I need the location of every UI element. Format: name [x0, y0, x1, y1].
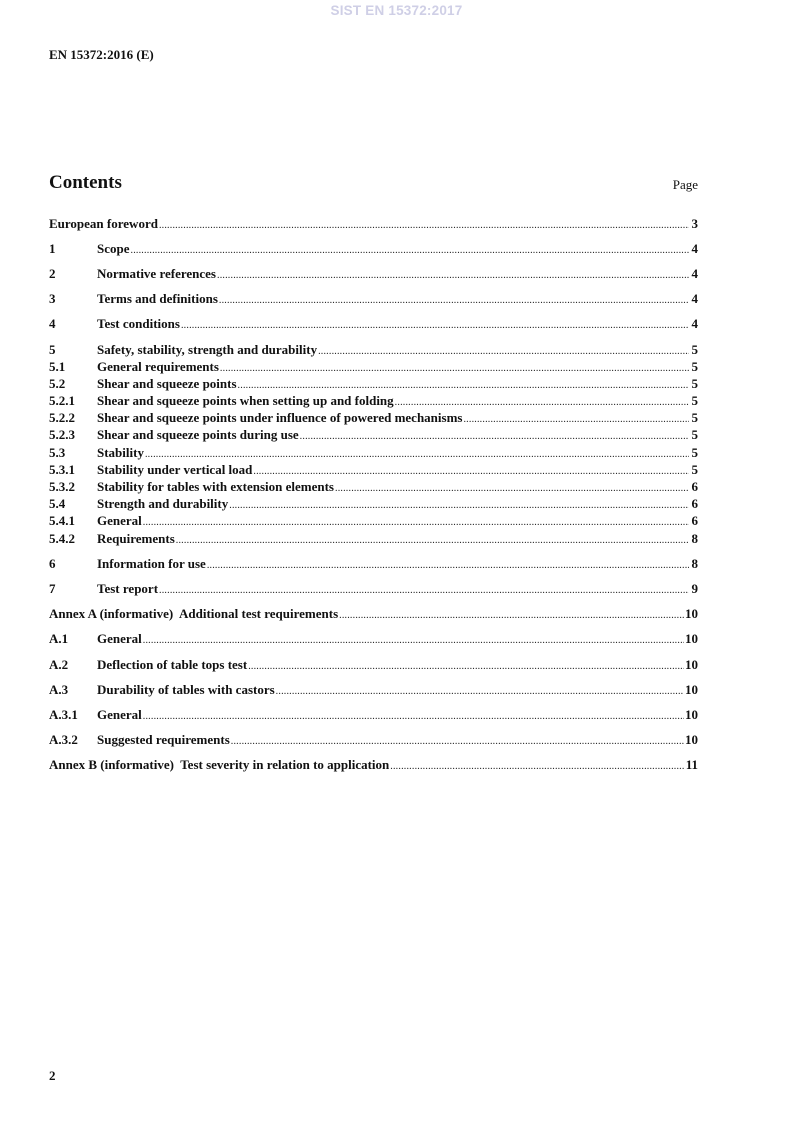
toc-entry[interactable]	[49, 531, 698, 547]
toc-entry-page: 5	[691, 393, 698, 408]
toc-entry[interactable]	[49, 427, 698, 443]
toc-entry-title: Safety, stability, strength and durability	[97, 342, 318, 357]
toc-entry-page: 9	[691, 581, 698, 596]
toc-entry-title: Shear and squeeze points during use	[97, 427, 299, 442]
toc-entry-number: 5.4	[49, 496, 66, 511]
toc-entry-number: 5.2.1	[49, 393, 75, 408]
toc-entry-page: 10	[685, 732, 698, 747]
toc-entry-page: 5	[691, 462, 698, 477]
toc-entry[interactable]	[49, 479, 698, 495]
toc-entry-title: Stability	[97, 445, 144, 460]
toc-entry[interactable]	[49, 216, 698, 232]
toc-entry-page: 10	[685, 682, 698, 697]
toc-dot-leader	[143, 633, 684, 649]
toc-entry-page: 6	[691, 496, 698, 511]
watermark: SIST EN 15372:2017	[330, 3, 463, 18]
toc-entry-title: Scope	[97, 241, 130, 256]
toc-dot-leader	[220, 361, 689, 377]
toc-dot-leader	[231, 734, 684, 750]
toc-dot-leader	[463, 412, 689, 428]
toc-entry-number: 1	[49, 241, 56, 256]
toc-entry-number: 6	[49, 556, 56, 571]
toc-dot-leader	[219, 293, 689, 309]
toc-entry[interactable]	[49, 732, 698, 748]
toc-entry[interactable]	[49, 359, 698, 375]
toc-entry-page: 4	[691, 266, 698, 281]
toc-entry[interactable]	[49, 342, 698, 358]
toc-entry-number: A.2	[49, 657, 69, 672]
toc-entry[interactable]	[49, 410, 698, 426]
toc-entry-title: Shear and squeeze points under influence of powered mechanisms	[97, 410, 463, 425]
toc-entry-page: 8	[691, 556, 698, 571]
toc-entry-page: 4	[691, 241, 698, 256]
toc-entry-number: 5.3.1	[49, 462, 75, 477]
toc-entry-title: Stability for tables with extension elements	[97, 479, 334, 494]
toc-dot-leader	[390, 759, 684, 775]
toc-dot-leader	[395, 395, 689, 411]
toc-entry[interactable]	[49, 316, 698, 332]
contents-heading: Contents	[49, 172, 122, 193]
toc-entry[interactable]	[49, 757, 698, 773]
toc-entry-page: 4	[691, 316, 698, 331]
toc-entry-title: General requirements	[97, 359, 219, 374]
toc-entry-page: 10	[685, 606, 698, 621]
toc-dot-leader	[248, 659, 684, 675]
toc-entry-title: General	[97, 631, 142, 646]
toc-entry-title: General	[97, 707, 142, 722]
toc-entry-number: A.3.1	[49, 707, 78, 722]
toc-entry[interactable]	[49, 606, 698, 622]
toc-entry[interactable]	[49, 393, 698, 409]
toc-entry[interactable]	[49, 556, 698, 572]
toc-entry-page: 5	[691, 342, 698, 357]
toc-entry-number: 5.4.1	[49, 513, 75, 528]
toc-entry[interactable]	[49, 707, 698, 723]
toc-entry[interactable]	[49, 291, 698, 307]
toc-entry-title: Stability under vertical load	[97, 462, 253, 477]
toc-entry-title: Test report	[97, 581, 159, 596]
toc-entry-number: 5.3	[49, 445, 66, 460]
toc-entry-number: 5.1	[49, 359, 66, 374]
toc-entry[interactable]	[49, 657, 698, 673]
toc-dot-leader	[300, 429, 689, 445]
toc-entry-page: 5	[691, 410, 698, 425]
toc-entry-title: Terms and definitions	[97, 291, 218, 306]
toc-dot-leader	[217, 268, 689, 284]
toc-entry-page: 6	[691, 513, 698, 528]
toc-entry[interactable]	[49, 513, 698, 529]
toc-entry-number: A.3	[49, 682, 69, 697]
toc-entry-title: Annex A (informative) Additional test requirements	[49, 606, 339, 621]
toc-dot-leader	[181, 318, 689, 334]
document-id: EN 15372:2016 (E)	[49, 47, 154, 62]
toc-entry-title: Annex B (informative) Test severity in relation to application	[49, 757, 390, 772]
toc-entry-number: 3	[49, 291, 56, 306]
toc-entry-title: Test conditions	[97, 316, 180, 331]
toc-dot-leader	[159, 218, 689, 234]
toc-dot-leader	[143, 709, 684, 725]
toc-entry-page: 10	[685, 707, 698, 722]
toc-entry-number: 5.2	[49, 376, 66, 391]
toc-entry[interactable]	[49, 496, 698, 512]
toc-entry-number: 4	[49, 316, 56, 331]
toc-dot-leader	[143, 515, 689, 531]
page-number: 2	[49, 1068, 56, 1083]
toc-entry-title: Deflection of table tops test	[97, 657, 248, 672]
toc-entry-page: 6	[691, 479, 698, 494]
toc-dot-leader	[335, 481, 689, 497]
toc-entry-page: 10	[685, 631, 698, 646]
toc-entry-title: Shear and squeeze points	[97, 376, 237, 391]
toc-entry-title: Suggested requirements	[97, 732, 230, 747]
toc-dot-leader	[176, 533, 689, 549]
toc-dot-leader	[276, 684, 684, 700]
toc-dot-leader	[318, 344, 689, 360]
toc-entry[interactable]	[49, 581, 698, 597]
toc-entry-page: 8	[691, 531, 698, 546]
toc-entry-number: 5	[49, 342, 56, 357]
toc-dot-leader	[229, 498, 689, 514]
toc-entry[interactable]	[49, 445, 698, 461]
toc-entry-page: 5	[691, 427, 698, 442]
toc-entry-number: A.1	[49, 631, 69, 646]
toc-entry-page: 5	[691, 445, 698, 460]
toc-entry[interactable]	[49, 462, 698, 478]
toc-entry-title: Information for use	[97, 556, 206, 571]
toc-entry-number: 5.4.2	[49, 531, 75, 546]
toc-entry[interactable]	[49, 631, 698, 647]
toc-entry-number: 7	[49, 581, 56, 596]
toc-entry[interactable]	[49, 682, 698, 698]
toc-entry-page: 5	[691, 359, 698, 374]
toc-entry-number: 5.2.2	[49, 410, 75, 425]
toc-entry-title: Normative references	[97, 266, 216, 281]
toc-dot-leader	[207, 558, 689, 574]
page-column-label: Page	[672, 177, 698, 192]
toc-entry-page: 4	[691, 291, 698, 306]
toc-entry-page: 11	[685, 757, 698, 772]
toc-entry-number: 5.3.2	[49, 479, 75, 494]
toc-entry-title: Durability of tables with castors	[97, 682, 275, 697]
toc-entry-title: Requirements	[97, 531, 175, 546]
toc-dot-leader	[238, 378, 689, 394]
toc-entry-title: Shear and squeeze points when setting up and folding	[97, 393, 394, 408]
toc-entry[interactable]	[49, 266, 698, 282]
toc-entry-page: 5	[691, 376, 698, 391]
toc-entry-number: A.3.2	[49, 732, 78, 747]
toc-dot-leader	[339, 608, 684, 624]
toc-entry-page: 3	[691, 216, 698, 231]
toc-entry-title: Strength and durability	[97, 496, 229, 511]
toc-entry-title: European foreword	[49, 216, 158, 231]
toc-dot-leader	[131, 243, 690, 259]
toc-entry[interactable]	[49, 376, 698, 392]
toc-entry-number: 2	[49, 266, 56, 281]
toc-entry[interactable]	[49, 241, 698, 257]
toc-dot-leader	[145, 447, 689, 463]
toc-dot-leader	[159, 583, 689, 599]
toc-entry-number: 5.2.3	[49, 427, 75, 442]
toc-dot-leader	[253, 464, 689, 480]
toc-entry-title: General	[97, 513, 142, 528]
toc-entry-page: 10	[685, 657, 698, 672]
